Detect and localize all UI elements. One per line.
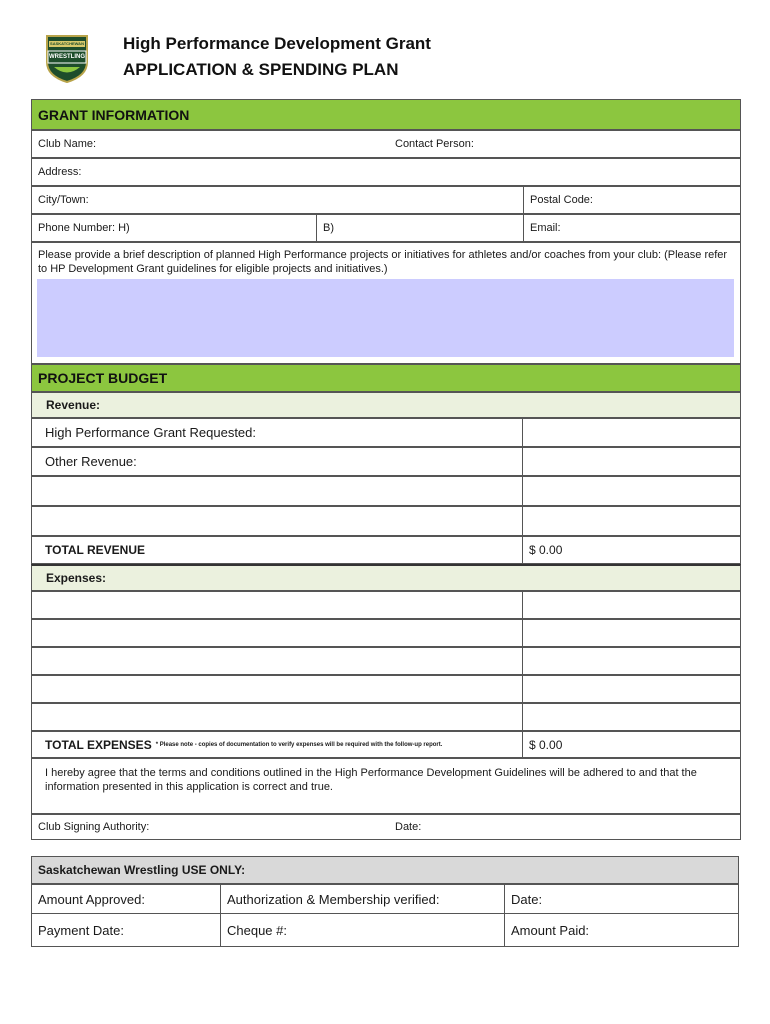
amount-approved-label: Amount Approved: (38, 891, 145, 907)
hp-grant-requested-amount[interactable] (522, 418, 741, 447)
expense-row[interactable] (31, 619, 523, 647)
total-revenue-amount: $ 0.00 (529, 543, 563, 557)
total-expenses-row (31, 731, 523, 758)
cheque-field[interactable] (220, 913, 505, 947)
address-field[interactable] (31, 158, 741, 186)
page-subtitle: APPLICATION & SPENDING PLAN (123, 60, 399, 79)
wrestling-logo (44, 32, 90, 84)
amount-paid-label: Amount Paid: (511, 922, 590, 938)
amount-approved-field[interactable] (31, 884, 221, 914)
club-name-label: Club Name: (38, 138, 97, 150)
expense-row-amount[interactable] (522, 703, 741, 731)
revenue-row-blank[interactable] (31, 476, 523, 506)
office-date-field[interactable] (504, 884, 739, 914)
revenue-row-blank[interactable] (31, 506, 523, 536)
logo-text-main: WRESTLING (49, 54, 85, 60)
grant-info-header: GRANT INFORMATION (31, 99, 741, 130)
club-name-field[interactable] (31, 130, 741, 158)
postal-code-label: Postal Code: (530, 194, 593, 206)
total-revenue-value (522, 536, 741, 564)
city-field[interactable] (31, 186, 524, 214)
other-revenue-amount[interactable] (522, 447, 741, 476)
contact-person-label: Contact Person: (395, 138, 474, 150)
address-label: Address: (38, 166, 82, 178)
total-expenses-value (522, 731, 741, 758)
other-revenue-label (31, 447, 523, 476)
hp-grant-requested-label (31, 418, 523, 447)
agreement-block (31, 758, 741, 814)
total-revenue-label: TOTAL REVENUE (45, 543, 146, 557)
revenue-subheader: Revenue: (31, 392, 741, 418)
auth-verified-field[interactable] (220, 884, 505, 914)
email-field[interactable] (523, 214, 741, 242)
expense-row[interactable] (31, 703, 523, 731)
phone-home-field[interactable] (31, 214, 317, 242)
logo-text-top: SASKATCHEWAN (50, 41, 84, 46)
payment-date-field[interactable] (31, 913, 221, 947)
page-title: High Performance Development Grant (123, 34, 431, 53)
expenses-subheader: Expenses: (31, 564, 741, 591)
office-use-header: Saskatchewan Wrestling USE ONLY: (31, 856, 739, 884)
phone-home-label: Phone Number: H) (38, 222, 130, 234)
total-revenue-row (31, 536, 523, 564)
revenue-row-blank-amount[interactable] (522, 476, 741, 506)
expense-row-amount[interactable] (522, 647, 741, 675)
payment-date-label: Payment Date: (38, 922, 124, 938)
expense-row[interactable] (31, 675, 523, 703)
city-label: City/Town: (38, 194, 89, 206)
postal-code-field[interactable] (523, 186, 741, 214)
revenue-row-label: Other Revenue: (45, 454, 137, 469)
office-date-label: Date: (511, 891, 543, 907)
agreement-text: I hereby agree that the terms and conditions outlined in the High Performance Development Guidelines will be adhered to and that the information presented in this application is correct and true. (45, 767, 697, 793)
description-prompt: Please provide a brief description of planned High Performance projects or initiatives for athletes and/or coaches from your club: (Please refer to HP Development Grant guidelines for eligible projects and initiatives.) (38, 249, 728, 275)
expense-row[interactable] (31, 591, 523, 619)
expense-row[interactable] (31, 647, 523, 675)
signing-date-label: Date: (395, 821, 422, 833)
signing-authority-field[interactable] (31, 814, 741, 840)
cheque-label: Cheque #: (227, 922, 287, 938)
phone-business-label: B) (323, 222, 334, 234)
description-input[interactable] (37, 279, 734, 357)
expense-row-amount[interactable] (522, 675, 741, 703)
phone-business-field[interactable] (316, 214, 524, 242)
expense-row-amount[interactable] (522, 591, 741, 619)
email-label: Email: (530, 222, 561, 234)
signing-authority-label: Club Signing Authority: (38, 821, 150, 833)
revenue-row-label: High Performance Grant Requested: (45, 425, 256, 440)
total-expenses-label: TOTAL EXPENSES (45, 737, 152, 752)
total-expenses-note: * Please note - copies of documentation to verify expenses will be required with the follow-up report. (155, 741, 443, 748)
total-expenses-amount: $ 0.00 (529, 737, 563, 752)
auth-verified-label: Authorization & Membership verified: (227, 891, 440, 907)
project-budget-header: PROJECT BUDGET (31, 364, 741, 392)
amount-paid-field[interactable] (504, 913, 739, 947)
expense-row-amount[interactable] (522, 619, 741, 647)
revenue-row-blank-amount[interactable] (522, 506, 741, 536)
